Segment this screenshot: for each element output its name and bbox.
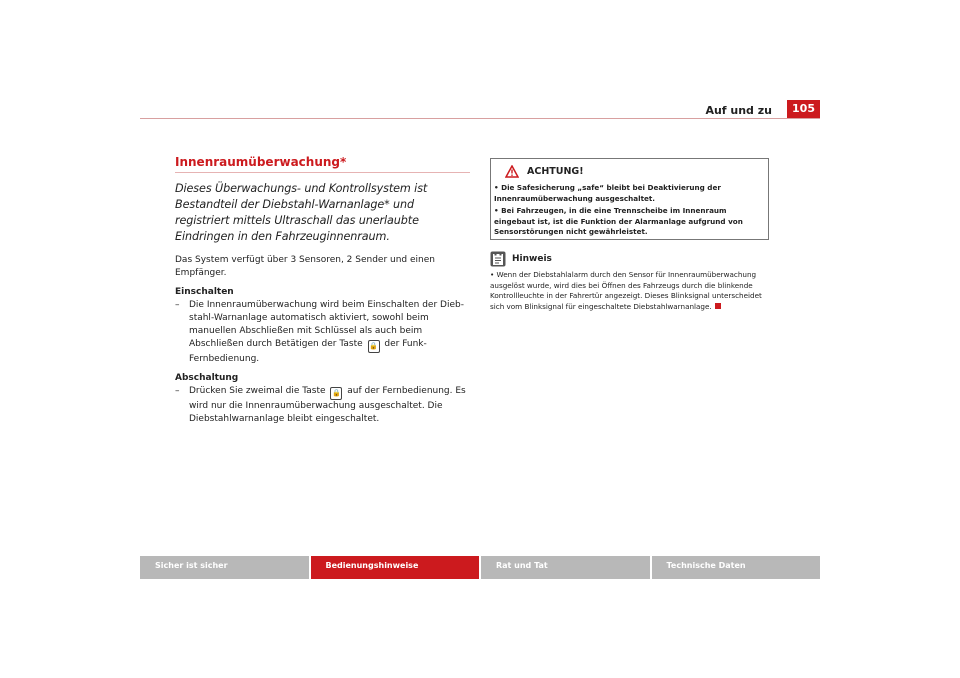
end-marker	[715, 303, 721, 309]
note-icon	[490, 251, 506, 267]
einschalten-heading: Einschalten	[175, 287, 234, 297]
footer-tab-bedienung[interactable]: Bedienungshinweise	[311, 556, 480, 579]
note-header	[490, 248, 775, 270]
warning-item: • Die Safesicherung „safe“ bleibt bei Deaktivierung der Innenraumüberwachung ausgeschaltet.	[494, 183, 721, 203]
einschalten-item	[175, 299, 470, 366]
dash-marker: –	[175, 300, 180, 310]
warning-item: • Bei Fahrzeugen, in die eine Trennscheibe im Innenraum eingebaut ist, ist die Funktion der Alarmanlage aufgrund von Sensorstörungen nicht gewährleistet.	[494, 206, 743, 236]
note-box	[490, 248, 775, 312]
lock-key-icon: 🔒	[368, 340, 380, 353]
running-header-title: Auf und zu	[705, 104, 772, 117]
warning-box	[490, 158, 769, 240]
abschaltung-item	[175, 385, 470, 426]
note-text: • Wenn der Diebstahlalarm durch den Sensor für Innenraumüberwachung ausgelöst wurde, wird dies bei Öffnen des Fahrzeugs durch die blinkende Kontrollleuchte in der Fahrertür angezeigt. Dieses Blinksignal unterscheidet sich vom Blinksignal für eingeschaltete Diebstahlwarnanlage.	[490, 270, 762, 311]
dash-marker: –	[175, 386, 180, 396]
abschaltung-text: Drücken Sie zweimal die Taste 🔒 auf der Fernbedienung. Es wird nur die Innenraumüberwachung ausgeschaltet. Die Diebstahlwarnanlage bleibt eingeschaltet.	[189, 386, 466, 424]
note-title: Hinweis	[512, 254, 552, 264]
main-column	[175, 155, 470, 426]
footer-tab-rat[interactable]: Rat und Tat	[481, 556, 650, 579]
section-title: Innenraumüberwachung*	[175, 155, 470, 173]
einschalten-text: Die Innenraumüberwachung wird beim Einschalten der Diebstahl-Warnanlage automatisch aktiviert, sowohl beim manuellen Abschließen mit Schlüssel als auch beim Abschließen durch Betätigen der Taste 🔒 der Funk-Fernbedienung.	[189, 300, 464, 364]
abschaltung-heading: Abschaltung	[175, 373, 239, 383]
section-intro: Dieses Überwachungs- und Kontrollsystem ist Bestandteil der Diebstahl-Warnanlage* und registriert mittels Ultraschall das unerlaubte Eindringen in den Fahrzeuginnenraum.	[175, 182, 428, 243]
bullet: •	[494, 183, 499, 192]
warning-header	[491, 159, 768, 183]
footer-tab-sicher[interactable]: Sicher ist sicher	[140, 556, 309, 579]
warning-title: ACHTUNG!	[527, 165, 584, 177]
footer-nav	[140, 556, 820, 579]
bullet: •	[494, 206, 499, 215]
system-description: Das System verfügt über 3 Sensoren, 2 Sender und einen Empfänger.	[175, 255, 435, 278]
lock-key-icon: 🔒	[330, 387, 342, 400]
header-rule	[140, 118, 820, 119]
warning-triangle-icon	[505, 165, 519, 178]
page-number: 105	[787, 100, 820, 118]
footer-tab-technik[interactable]: Technische Daten	[652, 556, 821, 579]
bullet: •	[490, 270, 495, 279]
